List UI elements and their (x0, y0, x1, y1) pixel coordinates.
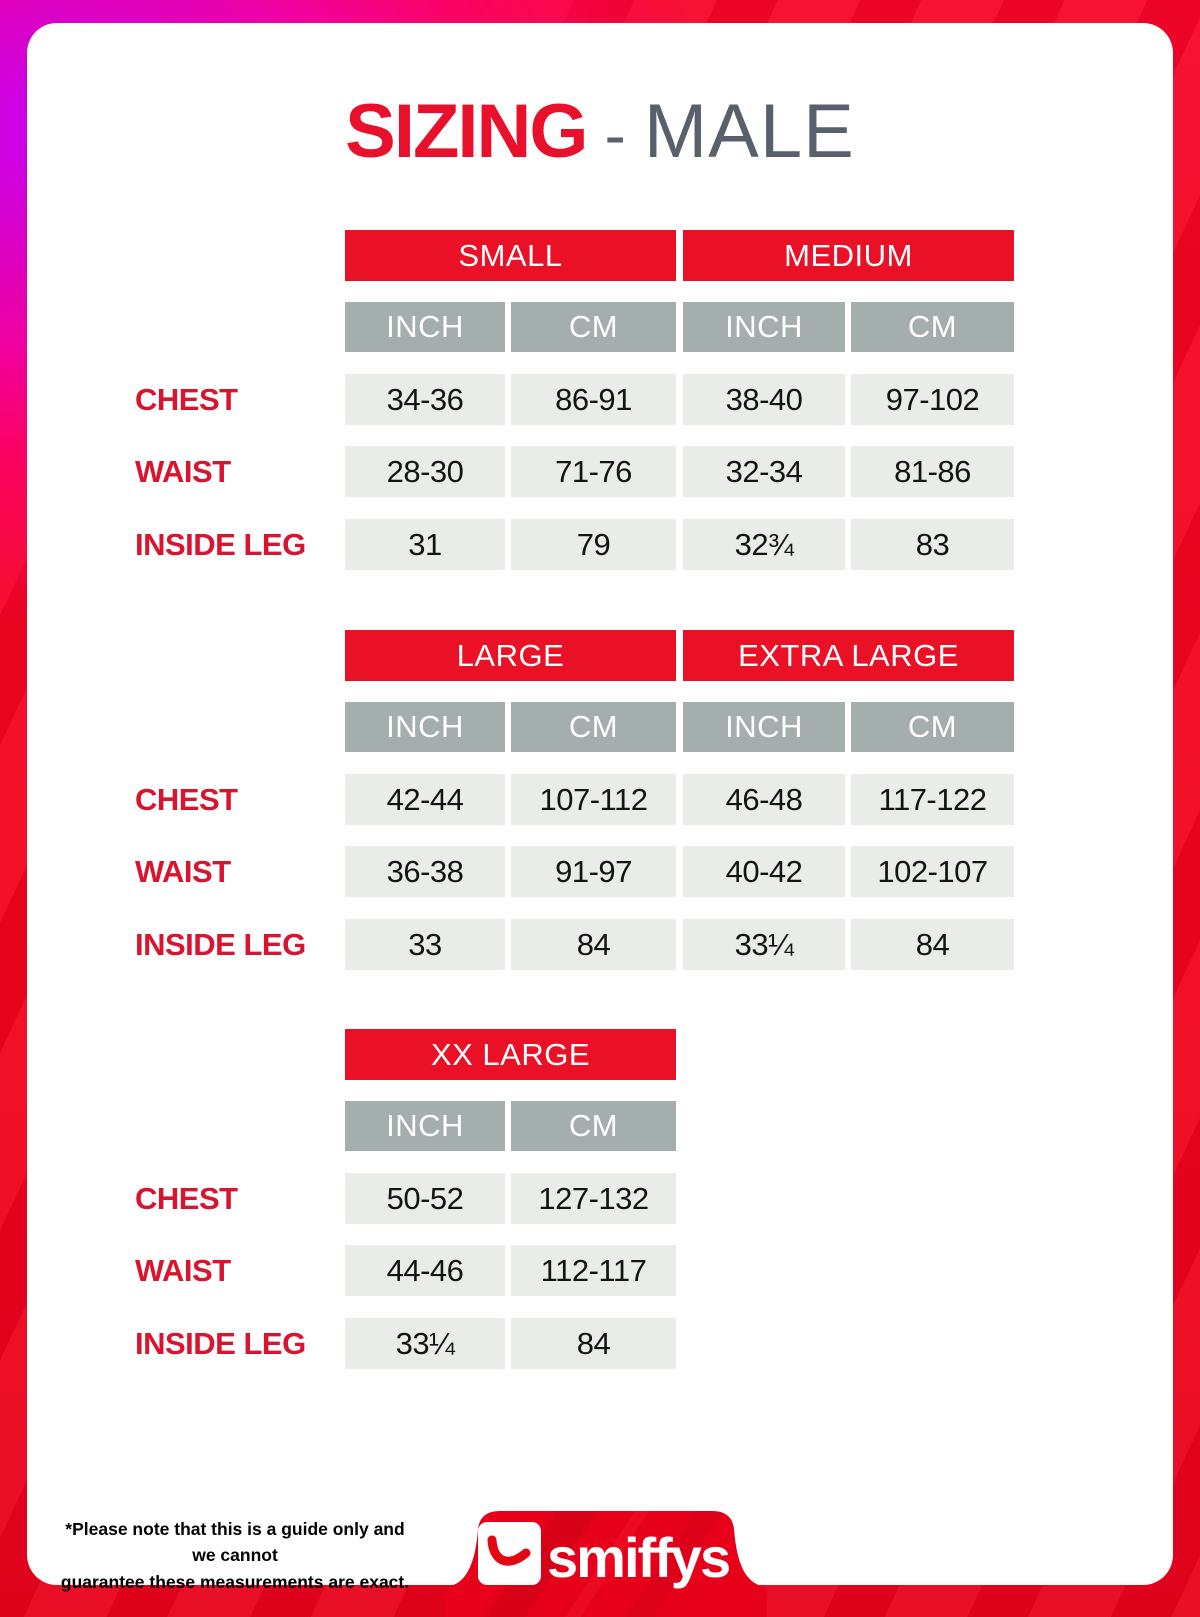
table-small-medium (135, 230, 1014, 570)
page-title (0, 88, 1200, 175)
size-cell: 46-48 (683, 774, 845, 825)
column-header-inch: INCH (683, 702, 845, 752)
size-header-small: SMALL (345, 230, 676, 281)
size-cell: 28-30 (345, 446, 505, 497)
size-cell: 127-132 (511, 1173, 676, 1224)
size-header-large: LARGE (345, 630, 676, 681)
title-male: MALE (643, 89, 855, 174)
column-header-cm: CM (851, 302, 1014, 352)
disclaimer-note (55, 1516, 415, 1595)
size-cell: 31 (345, 519, 505, 570)
size-cell: 33 (345, 919, 505, 970)
row-label-chest: CHEST (135, 381, 238, 417)
size-cell: 71-76 (511, 446, 676, 497)
column-header-cm: CM (851, 702, 1014, 752)
size-cell: 42-44 (345, 774, 505, 825)
size-cell: 38-40 (683, 374, 845, 425)
logo-trademark: TM (735, 1523, 754, 1538)
size-cell: 36-38 (345, 846, 505, 897)
disclaimer-line2: guarantee these measurements are exact. (60, 1571, 410, 1592)
title-separator: - (604, 99, 626, 171)
logo-brand-text: smiffys (547, 1526, 730, 1589)
size-cell: 84 (511, 919, 676, 970)
size-header-extra-large: EXTRA LARGE (683, 630, 1014, 681)
size-cell: 33¼ (683, 919, 845, 970)
size-header-xx-large: XX LARGE (345, 1029, 676, 1080)
size-cell: 102-107 (851, 846, 1014, 897)
disclaimer-line1: *Please note that this is a guide only and we cannot (65, 1519, 405, 1566)
title-sizing: SIZING (345, 89, 587, 174)
size-cell: 79 (511, 519, 676, 570)
column-header-inch: INCH (683, 302, 845, 352)
size-cell: 86-91 (511, 374, 676, 425)
size-cell: 40-42 (683, 846, 845, 897)
smiffys-logo (445, 1501, 767, 1617)
size-cell: 117-122 (851, 774, 1014, 825)
size-header-medium: MEDIUM (683, 230, 1014, 281)
size-cell: 33¼ (345, 1318, 505, 1369)
row-label-waist: WAIST (135, 453, 231, 489)
column-header-cm: CM (511, 302, 676, 352)
size-cell: 34-36 (345, 374, 505, 425)
size-cell: 84 (511, 1318, 676, 1369)
row-label-inside-leg: INSIDE LEG (135, 1325, 306, 1361)
row-label-inside-leg: INSIDE LEG (135, 526, 306, 562)
row-label-inside-leg: INSIDE LEG (135, 926, 306, 962)
table-xxlarge (135, 1029, 1014, 1369)
row-label-chest: CHEST (135, 1180, 238, 1216)
size-cell: 81-86 (851, 446, 1014, 497)
column-header-cm: CM (511, 1101, 676, 1151)
row-label-waist: WAIST (135, 1252, 231, 1288)
size-cell: 32-34 (683, 446, 845, 497)
size-cell: 91-97 (511, 846, 676, 897)
row-label-chest: CHEST (135, 781, 238, 817)
table-large-xlarge (135, 630, 1014, 970)
column-header-inch: INCH (345, 302, 505, 352)
size-cell: 50-52 (345, 1173, 505, 1224)
row-label-waist: WAIST (135, 853, 231, 889)
column-header-cm: CM (511, 702, 676, 752)
size-cell: 112-117 (511, 1245, 676, 1296)
size-cell: 107-112 (511, 774, 676, 825)
size-cell: 84 (851, 919, 1014, 970)
size-cell: 32¾ (683, 519, 845, 570)
smile-icon (478, 1522, 541, 1585)
size-cell: 97-102 (851, 374, 1014, 425)
size-cell: 44-46 (345, 1245, 505, 1296)
size-cell: 83 (851, 519, 1014, 570)
column-header-inch: INCH (345, 1101, 505, 1151)
column-header-inch: INCH (345, 702, 505, 752)
